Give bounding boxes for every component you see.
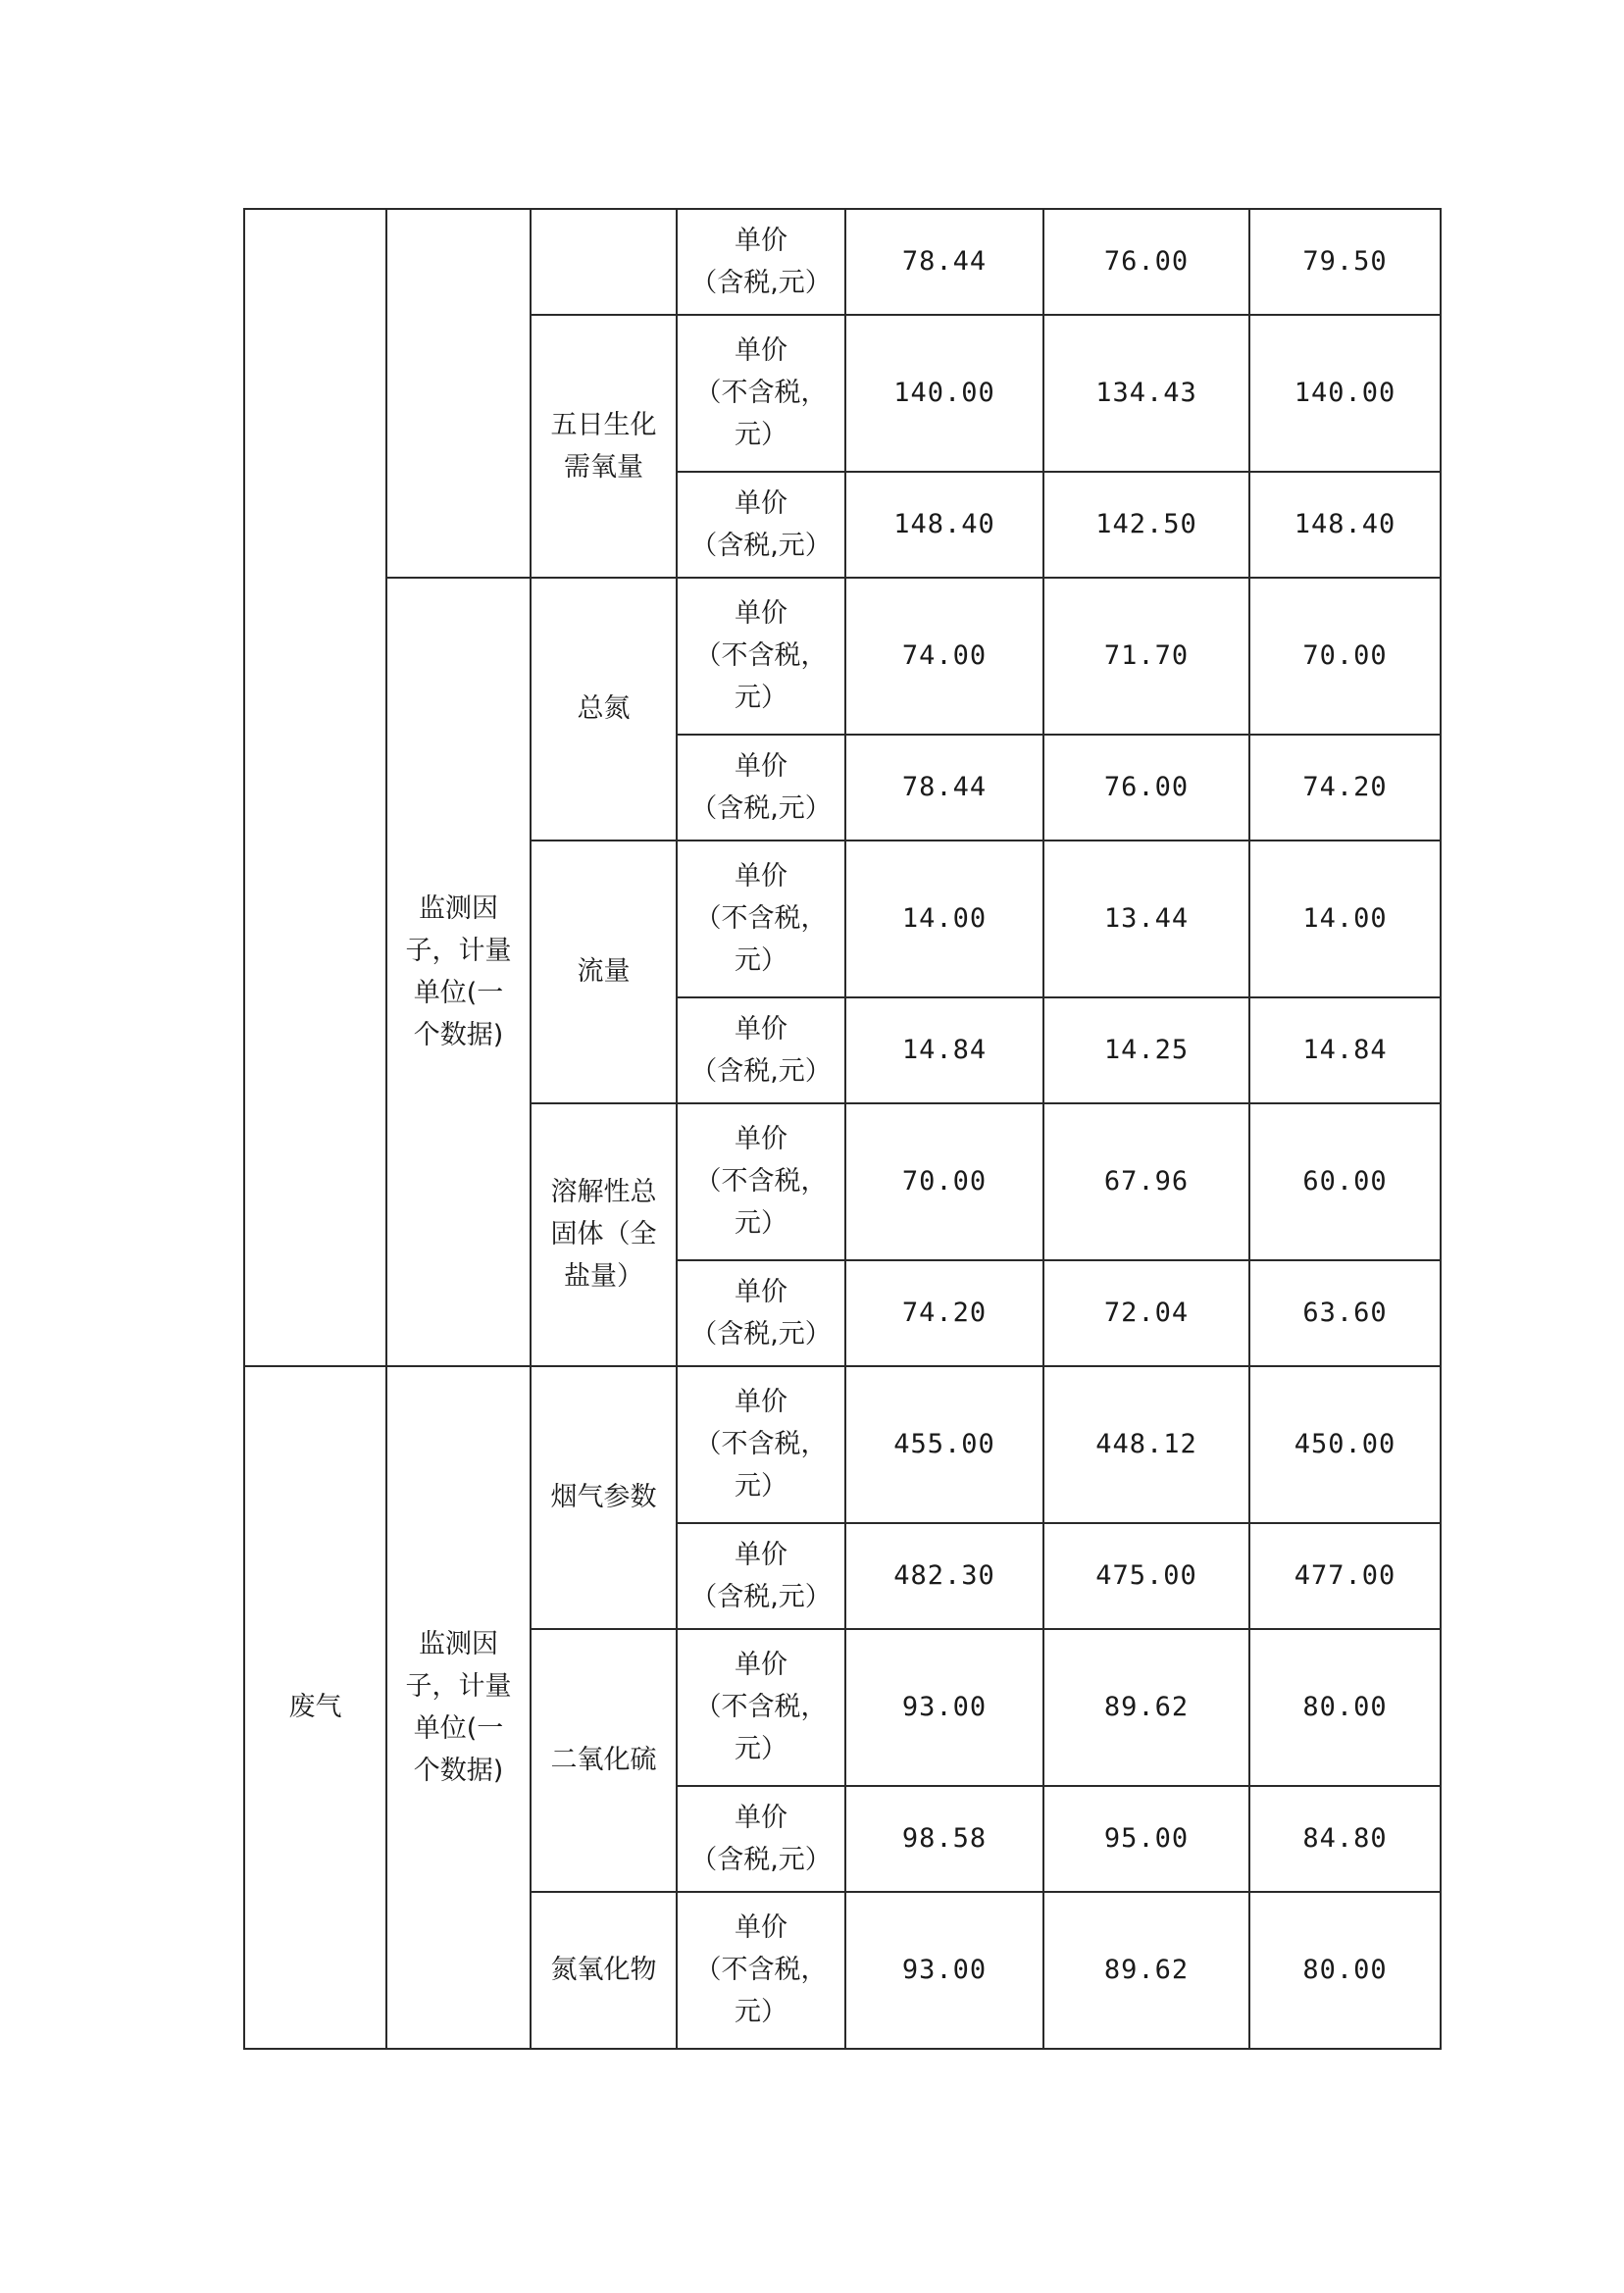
unit-label: 单价 （不含税， 元） — [677, 315, 845, 472]
unit-label: 单价 （含税,元） — [677, 1786, 845, 1892]
unit-label: 单价 （含税,元） — [677, 209, 845, 315]
table-row — [244, 1366, 1441, 1523]
price-value: 140.00 — [845, 315, 1043, 472]
unit-label: 单价 （不含税， 元） — [677, 1629, 845, 1786]
price-value: 448.12 — [1043, 1366, 1249, 1523]
monitor-cell-continued — [386, 209, 531, 578]
unit-label: 单价 （不含税， 元） — [677, 1892, 845, 2049]
unit-label: 单价 （不含税， 元） — [677, 1366, 845, 1523]
price-value: 134.43 — [1043, 315, 1249, 472]
price-value: 477.00 — [1249, 1523, 1441, 1629]
unit-label: 单价 （含税,元） — [677, 1523, 845, 1629]
price-value: 76.00 — [1043, 209, 1249, 315]
price-value: 93.00 — [845, 1892, 1043, 2049]
unit-label: 单价 （含税,元） — [677, 472, 845, 578]
factor-cell: 二氧化硫 — [531, 1629, 677, 1892]
table-row — [244, 209, 1441, 315]
price-value: 72.04 — [1043, 1260, 1249, 1366]
unit-label: 单价 （不含税， 元） — [677, 578, 845, 735]
price-value: 142.50 — [1043, 472, 1249, 578]
factor-cell-continued — [531, 209, 677, 315]
price-value: 148.40 — [1249, 472, 1441, 578]
table-row — [244, 578, 1441, 735]
price-value: 89.62 — [1043, 1629, 1249, 1786]
price-value: 482.30 — [845, 1523, 1043, 1629]
price-value: 148.40 — [845, 472, 1043, 578]
price-value: 93.00 — [845, 1629, 1043, 1786]
price-value: 14.00 — [1249, 841, 1441, 997]
price-value: 63.60 — [1249, 1260, 1441, 1366]
monitor-group-cell: 监测因 子，计量 单位(一 个数据) — [386, 578, 531, 1366]
unit-label: 单价 （含税,元） — [677, 997, 845, 1103]
price-value: 14.25 — [1043, 997, 1249, 1103]
price-value: 98.58 — [845, 1786, 1043, 1892]
factor-cell: 烟气参数 — [531, 1366, 677, 1629]
factor-cell: 溶解性总 固体（全 盐量） — [531, 1103, 677, 1366]
price-value: 78.44 — [845, 209, 1043, 315]
price-value: 14.84 — [845, 997, 1043, 1103]
price-value: 60.00 — [1249, 1103, 1441, 1260]
price-value: 78.44 — [845, 735, 1043, 841]
factor-cell: 五日生化 需氧量 — [531, 315, 677, 578]
price-value: 80.00 — [1249, 1892, 1441, 2049]
price-value: 74.20 — [1249, 735, 1441, 841]
price-value: 475.00 — [1043, 1523, 1249, 1629]
price-value: 14.00 — [845, 841, 1043, 997]
price-value: 67.96 — [1043, 1103, 1249, 1260]
price-value: 74.00 — [845, 578, 1043, 735]
factor-cell: 流量 — [531, 841, 677, 1103]
factor-cell: 总氮 — [531, 578, 677, 841]
price-value: 89.62 — [1043, 1892, 1249, 2049]
factor-cell: 氮氧化物 — [531, 1892, 677, 2049]
price-value: 450.00 — [1249, 1366, 1441, 1523]
price-value: 71.70 — [1043, 578, 1249, 735]
price-value: 74.20 — [845, 1260, 1043, 1366]
price-value: 140.00 — [1249, 315, 1441, 472]
monitor-group-cell: 监测因 子，计量 单位(一 个数据) — [386, 1366, 531, 2049]
category-cell-continued — [244, 209, 386, 1366]
price-value: 84.80 — [1249, 1786, 1441, 1892]
price-value: 13.44 — [1043, 841, 1249, 997]
price-value: 455.00 — [845, 1366, 1043, 1523]
price-value: 14.84 — [1249, 997, 1441, 1103]
unit-label: 单价 （含税,元） — [677, 1260, 845, 1366]
unit-label: 单价 （不含税， 元） — [677, 1103, 845, 1260]
price-value: 79.50 — [1249, 209, 1441, 315]
price-value: 76.00 — [1043, 735, 1249, 841]
price-value: 70.00 — [1249, 578, 1441, 735]
category-cell: 废气 — [244, 1366, 386, 2049]
price-value: 70.00 — [845, 1103, 1043, 1260]
price-table — [243, 208, 1442, 2050]
unit-label: 单价 （含税,元） — [677, 735, 845, 841]
price-value: 95.00 — [1043, 1786, 1249, 1892]
unit-label: 单价 （不含税， 元） — [677, 841, 845, 997]
price-value: 80.00 — [1249, 1629, 1441, 1786]
